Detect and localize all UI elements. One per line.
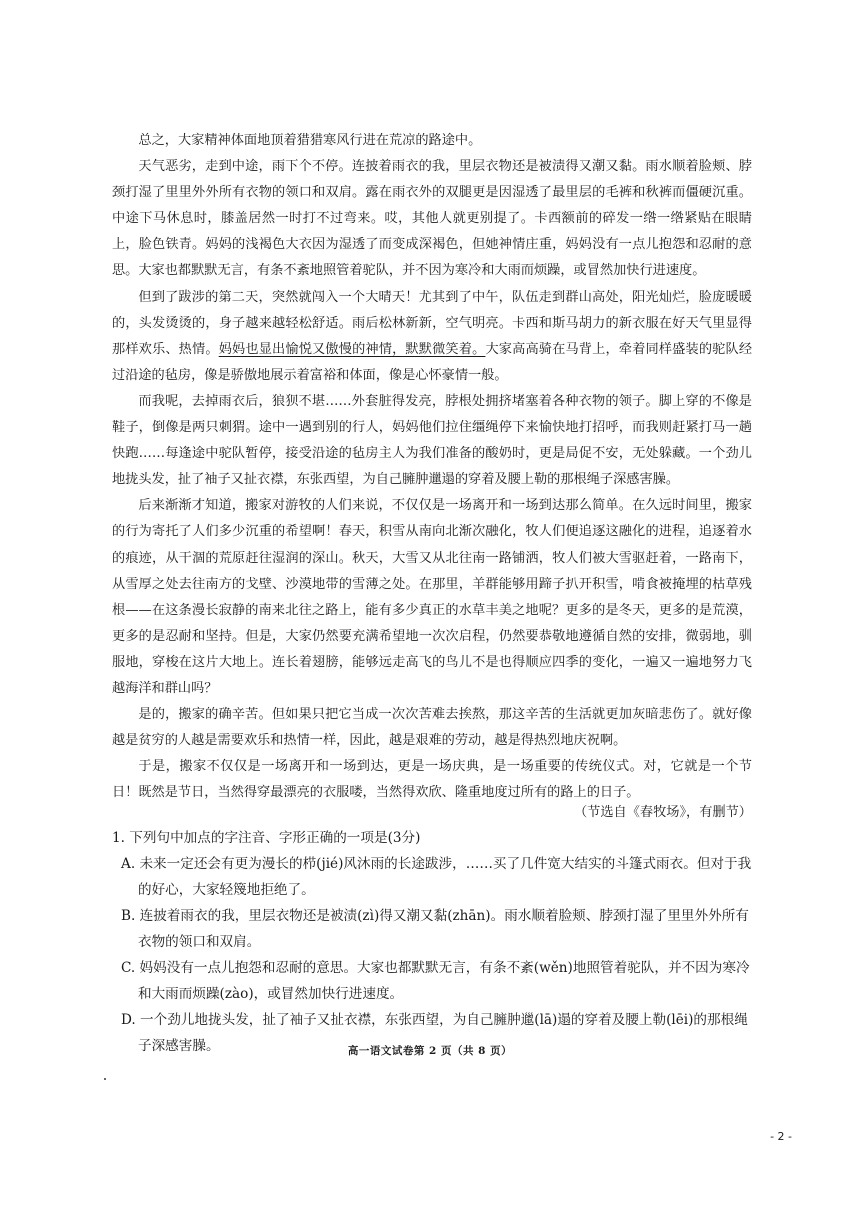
passage-source: （节选自《春牧场》，有删节） [573,805,752,820]
passage-paragraph: 是的，搬家的确辛苦。但如果只把它当成一次次苦难去挨熬，那这辛苦的生活就更加灰暗悲伤了。就好像越是贫穷的人越是需要欢乐和热情一样，因此，越是艰难的劳动，越是得热烈地庆祝啊。 [112,707,752,749]
passage-paragraph: 后来渐渐才知道，搬家对游牧的人们来说，不仅仅是一场离开和一场到达那么简单。在久远时间里，搬家的行为寄托了人们多少沉重的希望啊！春天，积雪从南向北渐次融化，牧人们便追逐这融化的进程，追逐着水的痕迹，从干涸的荒原赶往湿润的深山。秋天，大雪又从北往南一路铺洒，牧人们被大雪驱赶着，一路南下，从雪厚之处去往南方的戈壁、沙漠地带的雪薄之处。在那里，羊群能够用蹄子扒开积雪，啃食被掩埋的枯草残根——在这条漫长寂静的南来北往之路上，能有多少真正的水草丰美之地呢？更多的是冬天，更多的是荒漠，更多的是忍耐和坚持。但是，大家仍然要充满希望地一次次启程，仍然要恭敬地遵循自然的安排，微弱地，驯服地，穿梭在这片大地上。连长着翅膀，能够远走高飞的鸟儿不是也得顺应四季的变化，一遍又一遍地努力飞越海洋和群山吗？ [112,498,752,696]
option-c: C. 妈妈没有一点儿抱怨和忍耐的意思。大家也都默默无言，有条不紊(wěn)地照管着驼队，并不因为寒冷和大雨而烦躁(zào)，或冒然加快行进速度。 [121,960,750,1002]
option-d: D. 一个劲儿地拢头发，扯了袖子又扯衣襟，东张西望，为自己臃肿邋(lā)遢的穿着及腰上勒(lēi)的那根绳子深感害臊。 [121,1012,748,1054]
passage-paragraph [112,285,752,389]
passage-paragraph: 而我呢，去掉雨衣后，狼狈不堪……外套脏得发亮，脖根处拥挤堵塞着各种衣物的领子。脚上穿的不像是鞋子，倒像是两只刺猬。途中一遇到别的行人，妈妈他们拉住缰绳停下来愉快地打招呼，而我则赶紧打马一趟快跑……每逢途中驼队暂停，接受沿途的毡房主人为我们准备的酸奶时，更是局促不安，无处躲藏。一个劲儿地拢头发，扯了袖子又扯衣襟，东张西望，为自己臃肿邋遢的穿着及腰上勒的那根绳子深感害臊。 [112,393,752,488]
page-number: - 2 - [770,1130,792,1143]
question-1 [112,825,752,1059]
passage-text: 大家高高骑在马背上，牵着同样盛装的驼队经过沿途的毡房，像是骄傲地展示着富裕和体面，像是心怀豪情一般。 [112,341,753,383]
scan-speck [104,1078,106,1080]
reading-passage [112,128,752,806]
option-a: A. 未来一定还会有更为漫长的栉(jié)风沐雨的长途跋涉，……买了几件宽大结实的斗篷式雨衣。但对于我的好心，大家轻篾地拒绝了。 [121,856,752,898]
passage-text: 但到了跋涉的第二天，突然就闯入一个大晴天！尤其到了中午，队伍走到群山高处，阳光灿烂，脸庞暖暖的，头发烫烫的，身子越来越轻松舒适。雨后松林新新，空气明亮。卡西和斯马胡力的新衣服在好天气里显得那样欢乐、热情。 [112,289,752,357]
passage-paragraph: 于是，搬家不仅仅是一场离开和一场到达，更是一场庆典，是一场重要的传统仪式。对，它就是一个节日！既然是节日，当然得穿最漂亮的衣服喽，当然得欢欣、隆重地度过所有的路上的日子。 [112,759,752,801]
question-stem: 1. 下列句中加点的字注音、字形正确的一项是(3分) [112,830,421,846]
underlined-sentence: 妈妈也显出愉悦又傲慢的神情，默默微笑着。 [218,341,486,357]
option-b: B. 连披着雨衣的我，里层衣物还是被渍(zì)得又潮又黏(zhān)。雨水顺着脸颊、脖颈打湿了里里外外所有衣物的领口和双肩。 [121,908,749,950]
passage-paragraph: 天气恶劣，走到中途，雨下个不停。连披着雨衣的我，里层衣物还是被渍得又潮又黏。雨水顺着脸颊、脖颈打湿了里里外外所有衣物的领口和双肩。露在雨衣外的双腿更是因湿透了最里层的毛裤和秋裤而僵硬沉重。中途下马休息时，膝盖居然一时打不过弯来。哎，其他人就更别提了。卡西额前的碎发一绺一绺紧贴在眼睛上，脸色铁青。妈妈的浅褐色大衣因为湿透了而变成深褐色，但她神情庄重，妈妈没有一点儿抱怨和忍耐的意思。大家也都默默无言，有条不紊地照管着驼队，并不因为寒冷和大雨而烦躁，或冒然加快行进速度。 [112,159,752,279]
passage-paragraph: 总之，大家精神体面地顶着猎猎寒风行进在荒凉的路途中。 [138,133,482,148]
page-footer: 高一语文试卷第 2 页（共 8 页） [347,1045,513,1057]
